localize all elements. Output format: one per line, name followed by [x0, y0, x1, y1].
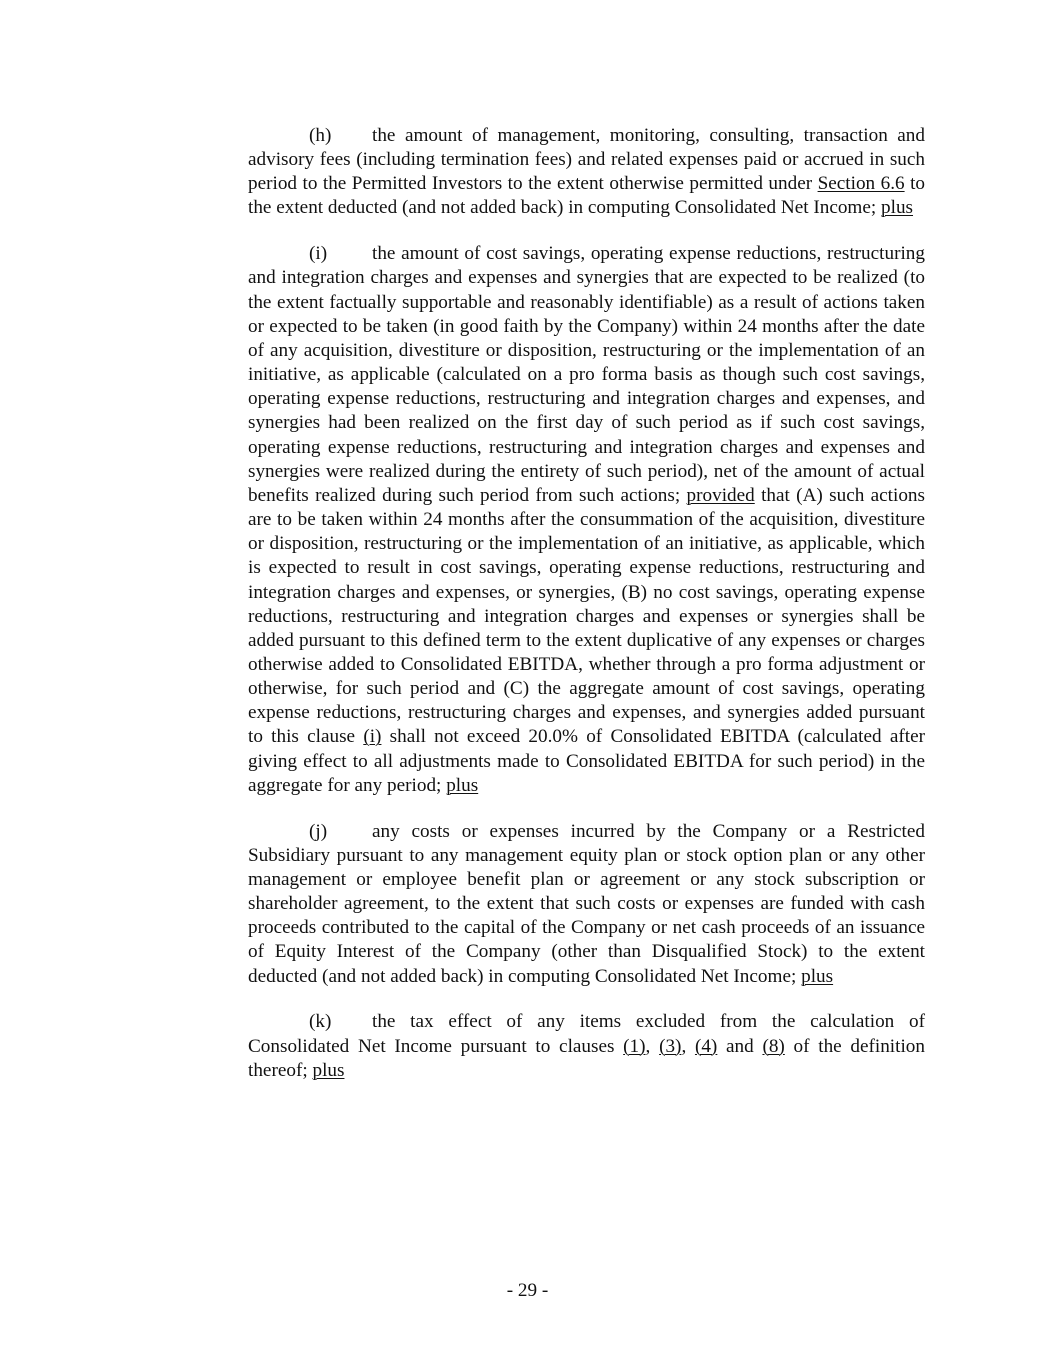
clause-text: the tax effect of any items excluded from the calculation of Consolidated Net Income pursuant to clauses	[248, 1011, 925, 1057]
plus-connector: plus	[801, 965, 834, 987]
clause-text: to the extent deducted (and not added back) in computing Consolidated Net Income;	[248, 173, 925, 219]
clause-label: (h)	[309, 125, 332, 146]
clause-text: and	[717, 1035, 763, 1057]
clause-label: (k)	[309, 1011, 332, 1033]
provided-term: provided	[686, 484, 755, 506]
clause-text: ,	[645, 1035, 660, 1057]
clause-i	[248, 242, 925, 798]
clause-j	[248, 820, 925, 989]
page-number: - 29 -	[506, 1280, 549, 1301]
clause-reference: (4)	[694, 1035, 718, 1057]
clause-text: shall not exceed 20.0% of Consolidated EBITDA (calculated after giving effect to all adjustments made to Consolidated EBITDA for such period) in the aggregate for any period;	[248, 726, 925, 796]
clause-text: of the definition thereof;	[248, 1035, 925, 1081]
plus-connector: plus	[312, 1059, 345, 1081]
clause-reference: (i)	[363, 726, 382, 748]
clause-text: the amount of management, monitoring, consulting, transaction and advisory fees (including termination fees) and related expenses paid or accrued in such period to the Permitted Investors to the extent otherwise permitted under	[248, 125, 925, 195]
clause-reference: (3)	[659, 1035, 682, 1057]
clause-k	[248, 1010, 925, 1082]
clause-h	[248, 124, 925, 221]
clause-text: that (A) such actions are to be taken within 24 months after the consummation of the acquisition, divestiture or disposition, restructuring or the implementation of an initiative, as applicable, which is expected to result in cost savings, operating expense reductions, restructuring and integration charges and expenses, or synergies, (B) no cost savings, operating expense reductions, restructuring and integration charges and expenses or synergies shall be added pursuant to this defined term to the extent duplicative of any expenses or charges otherwise added to Consolidated EBITDA, whether through a pro forma adjustment or otherwise, for such period and (C) the aggregate amount of cost savings, operating expense reductions, restructuring charges and expenses, and synergies added pursuant to this clause	[248, 484, 925, 748]
clause-reference: (1)	[623, 1035, 646, 1057]
document-body	[248, 124, 925, 1105]
clause-label: (i)	[309, 243, 328, 265]
clause-text: any costs or expenses incurred by the Company or a Restricted Subsidiary pursuant to any management equity plan or stock option plan or any other management or employee benefit plan or agreement or any stock subscription or shareholder agreement, to the extent that such costs or expenses are funded with cash proceeds contributed to the capital of the Company or net cash proceeds of an issuance of Equity Interest of the Company (other than Disqualified Stock) to the extent deducted (and not added back) in computing Consolidated Net Income;	[248, 820, 925, 987]
clause-label: (j)	[309, 820, 328, 842]
plus-connector: plus	[881, 197, 914, 219]
clause-text: ,	[681, 1035, 695, 1057]
clause-text: the amount of cost savings, operating expense reductions, restructuring and integration charges and expenses and synergies that are expected to be realized (to the extent factually supportable and reasonably identifiable) as a result of actions taken or expected to be taken (in good faith by the Company) within 24 months after the date of any acquisition, divestiture or disposition, restructuring or the implementation of an initiative, as applicable (calculated on a pro forma basis as though such cost savings, operating expense reductions, restructuring and integration charges and expenses, and synergies had been realized on the first day of such period as if such cost savings, operating expense reductions, restructuring and integration charges and expenses and synergies were realized during the entirety of such period), net of the amount of actual benefits realized during such period from such actions;	[248, 243, 925, 506]
plus-connector: plus	[446, 774, 479, 796]
section-reference: Section 6.6	[817, 173, 905, 195]
clause-reference: (8)	[762, 1035, 785, 1057]
